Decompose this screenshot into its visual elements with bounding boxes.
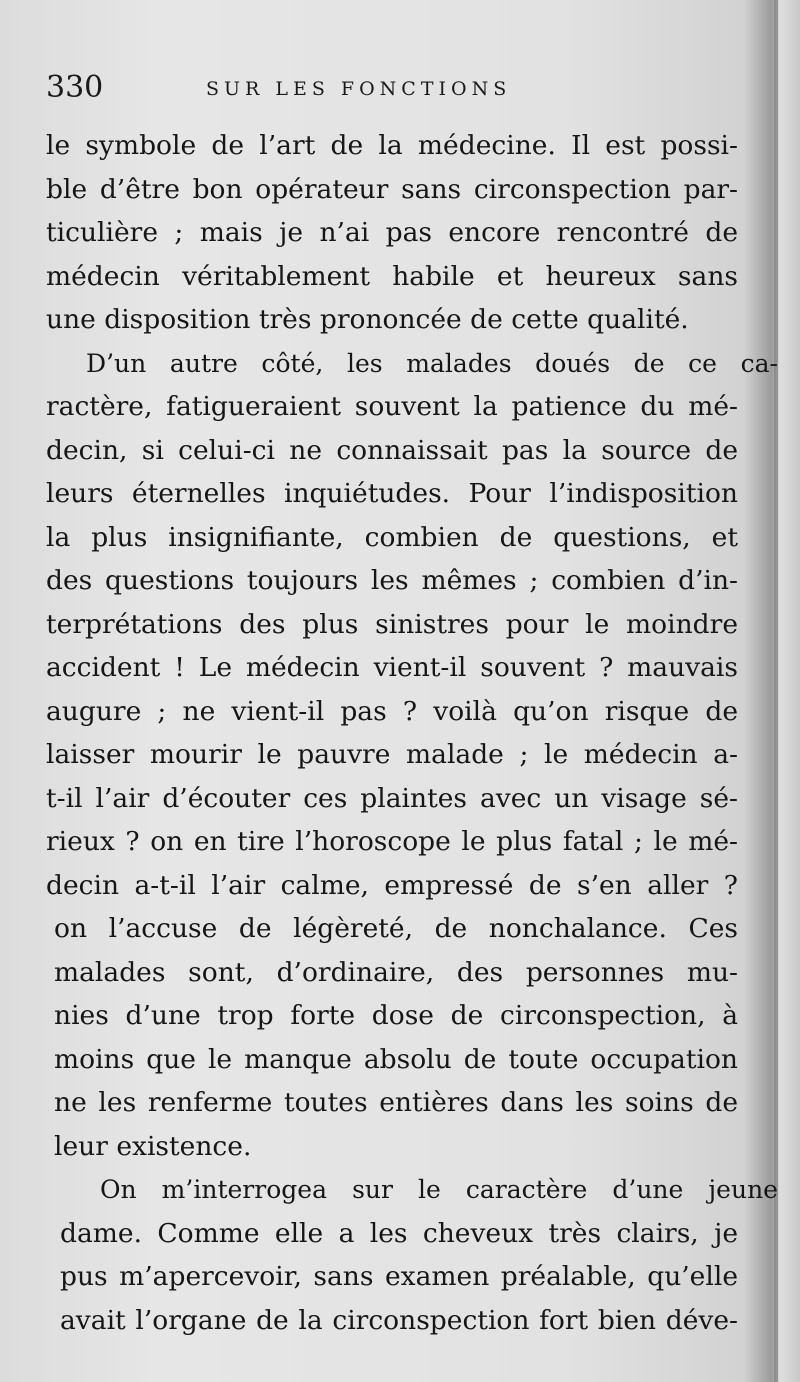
paragraph-start-line: D’un autre côté, les malades doués de ce ca-	[86, 348, 778, 378]
text-line: moins que le manque absolu de toute occupation	[54, 1043, 738, 1075]
text-line: ractère, fatigueraient souvent la patience du mé-	[46, 391, 738, 422]
text-line: nies d’une trop forte dose de circonspection, à	[54, 1000, 738, 1031]
paragraph-start-line: On m’interrogea sur le caractère d’une jeune	[100, 1175, 778, 1204]
text-line: augure ; ne vient-il pas ? voilà qu’on risque de	[46, 695, 738, 727]
text-line: ticulière ; mais je n’ai pas encore rencontré de	[46, 217, 738, 248]
text-line: ble d’être bon opérateur sans circonspection par-	[46, 173, 738, 205]
text-line: dame. Comme elle a les cheveux très clairs, je	[60, 1217, 738, 1249]
text-line: accident ! Le médecin vient-il souvent ? mauvais	[46, 652, 738, 683]
text-line: médecin véritablement habile et heureux sans	[46, 260, 738, 292]
page-header	[46, 68, 746, 108]
running-title: SUR LES FONCTIONS	[206, 78, 512, 100]
text-line: on l’accuse de légèreté, de nonchalance. Ces	[54, 913, 738, 944]
body-text	[46, 124, 778, 1342]
text-line: une disposition très prononcée de cette qualité.	[46, 304, 689, 335]
text-line: decin a-t-il l’air calme, empressé de s’en aller ?	[46, 869, 738, 901]
text-line: decin, si celui-ci ne connaissait pas la source de	[46, 434, 738, 466]
text-line: malades sont, d’ordinaire, des personnes mu-	[54, 956, 738, 988]
text-line: laisser mourir le pauvre malade ; le médecin a-	[46, 739, 738, 770]
text-line: leurs éternelles inquiétudes. Pour l’indisposition	[46, 478, 738, 509]
text-line: des questions toujours les mêmes ; combien d’in-	[46, 565, 738, 596]
text-line: la plus insignifiante, combien de questions, et	[46, 521, 738, 553]
text-line: rieux ? on en tire l’horoscope le plus fatal ; le mé-	[46, 826, 738, 857]
text-line: ne les renferme toutes entières dans les soins de	[54, 1087, 738, 1118]
text-line: terprétations des plus sinistres pour le moindre	[46, 608, 738, 640]
text-line: le symbole de l’art de la médecine. Il est possi-	[46, 130, 738, 161]
text-line: avait l’organe de la circonspection fort bien déve-	[60, 1304, 738, 1336]
page-number: 330	[46, 70, 104, 105]
text-line: leur existence.	[54, 1130, 252, 1162]
text-line: t-il l’air d’écouter ces plaintes avec un visage sé-	[46, 782, 738, 814]
text-line: pus m’apercevoir, sans examen préalable, qu’elle	[60, 1261, 738, 1292]
